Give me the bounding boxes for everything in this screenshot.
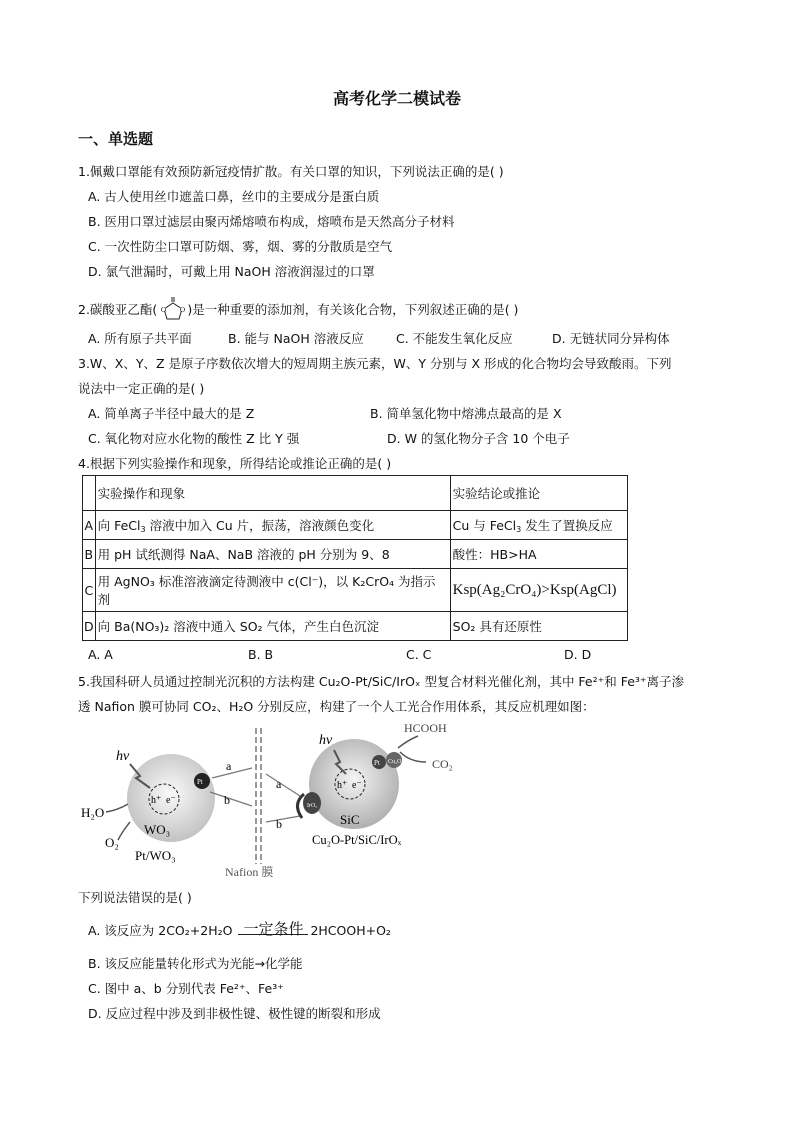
q3-option-c: C. 氧化物对应水化物的酸性 Z 比 Y 强 — [88, 431, 300, 446]
svg-text:O: O — [180, 306, 186, 314]
q4-option-c: C. C — [406, 647, 432, 662]
arrow-a-right — [266, 774, 300, 796]
op-sub-a: 3 — [140, 525, 146, 534]
irox-cycle-arrow — [297, 794, 304, 818]
row-conclusion — [450, 511, 627, 540]
label-b-right: b — [276, 817, 282, 831]
q5-option-b: B. 该反应能量转化形式为光能→化学能 — [88, 956, 303, 971]
con-text-a2: 发生了置换反应 — [521, 518, 613, 533]
q4-option-d: D. D — [564, 647, 592, 662]
electron-label-2: e⁻ — [352, 780, 362, 791]
arrow-b-left — [210, 792, 252, 806]
reaction-condition — [238, 920, 308, 938]
row-label: A — [83, 511, 96, 540]
q5-option-a-post: 2HCOOH+O₂ — [310, 923, 391, 938]
q5-option-a-pre: A. 该反应为 2CO₂+2H₂O — [88, 923, 233, 938]
row-label: C — [83, 569, 96, 612]
con-sub-a: 3 — [516, 525, 522, 534]
svg-text:O: O — [161, 306, 167, 314]
o2-label: O₂ — [105, 835, 119, 850]
row-conclusion: 酸性：HB>HA — [450, 540, 627, 569]
section-heading: 一、单选题 — [78, 130, 154, 148]
sic-label: SiC — [340, 812, 360, 827]
q1-stem: 1.佩戴口罩能有效预防新冠疫情扩散。有关口罩的知识，下列说法正确的是( ) — [78, 164, 504, 179]
hcooh-label: HCOOH — [404, 721, 447, 735]
q2-stem-pre: 2.碳酸亚乙酯( — [78, 302, 158, 317]
q5-stem-line2: 透 Nafion 膜可协同 CO₂、H₂O 分别反应，构建了一个人工光合作用体系，其反应机理如图： — [78, 699, 595, 714]
con-text-a1: Cu 与 FeCl — [452, 518, 517, 533]
q2-option-b: B. 能与 NaOH 溶液反应 — [228, 331, 364, 346]
q5-stem-line1: 5.我国科研人员通过控制光沉积的方法构建 Cu₂O-Pt/SiC/IrOₓ 型复合材料光催化剂，其中 Fe²⁺和 Fe³⁺离子渗 — [78, 674, 685, 689]
row-conclusion: Ksp(Ag₂CrO₄)>Ksp(AgCl) — [450, 569, 627, 612]
header-conclusion: 实验结论或推论 — [450, 476, 627, 511]
hole-label: h⁺ — [151, 795, 162, 806]
catalyst-label: Cu₂O-Pt/SiC/IrOₓ — [312, 833, 402, 847]
q2-stem — [78, 296, 518, 322]
q4-stem: 4.根据下列实验操作和现象，所得结论或推论正确的是( ) — [78, 456, 392, 471]
row-operation: 向 Ba(NO₃)₂ 溶液中通入 SO₂ 气体，产生白色沉淀 — [95, 612, 450, 641]
wo3-label: WO₃ — [144, 822, 171, 837]
h2o-label: H₂O — [81, 805, 105, 820]
experiment-table — [82, 475, 628, 641]
q3-option-a: A. 简单离子半径中最大的是 Z — [88, 406, 255, 421]
hcooh-arrow — [398, 736, 418, 748]
condition-text: 一定条件 — [243, 920, 304, 938]
arrow-b-right — [266, 816, 300, 822]
row-label: B — [83, 540, 96, 569]
q2-stem-post: )是一种重要的添加剂，有关该化合物，下列叙述正确的是( ) — [187, 302, 519, 317]
q2-option-a: A. 所有原子共平面 — [88, 331, 192, 346]
pt-wo3-label: Pt/WO₃ — [135, 848, 176, 863]
arrow-a-left — [212, 768, 252, 778]
table-row — [83, 612, 628, 641]
q2-option-d: D. 无链状同分异构体 — [552, 331, 670, 346]
table-row — [83, 540, 628, 569]
op-text-a1: 向 FeCl — [97, 518, 141, 533]
hv-label: hv — [116, 749, 130, 764]
table-header-row — [83, 476, 628, 511]
table-row — [83, 569, 628, 612]
q1-option-b: B. 医用口罩过滤层由聚丙烯熔喷布构成，熔喷布是天然高分子材料 — [88, 214, 455, 229]
o2-arrow — [118, 822, 130, 840]
q4-option-b: B. B — [248, 647, 274, 662]
q3-option-d: D. W 的氢化物分子含 10 个电子 — [387, 431, 570, 446]
row-label: D — [83, 612, 96, 641]
label-a-left: a — [226, 759, 232, 773]
co2-arrow — [400, 752, 426, 762]
q3-stem-line2: 说法中一定正确的是( ) — [78, 381, 205, 396]
q3-stem-line1: 3.W、X、Y、Z 是原子序数依次增大的短周期主族元素，W、Y 分别与 X 形成的化合物均会导致酸雨。下列 — [78, 356, 672, 371]
ethylene-carbonate-structure-icon — [157, 296, 187, 322]
q1-option-a: A. 古人使用丝巾遮盖口鼻，丝巾的主要成分是蛋白质 — [88, 189, 380, 204]
reaction-mechanism-diagram — [78, 718, 478, 884]
row-operation: 用 pH 试纸测得 NaA、NaB 溶液的 pH 分别为 9、8 — [95, 540, 450, 569]
header-operation: 实验操作和现象 — [95, 476, 450, 511]
op-text-a2: 溶液中加入 Cu 片，振荡，溶液颜色变化 — [145, 518, 375, 533]
q1-option-c: C. 一次性防尘口罩可防烟、雾，烟、雾的分散质是空气 — [88, 239, 393, 254]
h2o-arrow — [106, 804, 128, 812]
row-operation: 用 AgNO₃ 标准溶液滴定待测液中 c(Cl⁻)，以 K₂CrO₄ 为指示剂 — [95, 569, 450, 612]
q3-option-b: B. 简单氢化物中熔沸点最高的是 X — [370, 406, 562, 421]
q5-sub-stem: 下列说法错误的是( ) — [78, 890, 192, 905]
irox-label: IrOₓ — [307, 803, 318, 809]
q5-option-d: D. 反应过程中涉及到非极性键、极性键的断裂和形成 — [88, 1006, 381, 1021]
q5-option-a — [88, 921, 391, 939]
page-title: 高考化学二模试卷 — [332, 89, 461, 108]
row-operation — [95, 511, 450, 540]
q1-option-d: D. 氯气泄漏时，可戴上用 NaOH 溶液润湿过的口罩 — [88, 264, 375, 279]
label-b-left: b — [224, 793, 230, 807]
q4-option-a: A. A — [88, 647, 113, 662]
electron-label: e⁻ — [166, 795, 176, 806]
hv-label-2: hv — [319, 733, 333, 748]
cu2o-label: Cu₂O — [388, 759, 402, 765]
q5-option-c: C. 图中 a、b 分别代表 Fe²⁺、Fe³⁺ — [88, 981, 284, 996]
q2-option-c: C. 不能发生氧化反应 — [396, 331, 513, 346]
hole-label-2: h⁺ — [337, 780, 348, 791]
pt-label-2: Pt — [374, 759, 380, 767]
pt-label: Pt — [197, 778, 203, 786]
label-a-right: a — [276, 777, 282, 791]
co2-label: CO₂ — [432, 757, 453, 771]
table-row — [83, 511, 628, 540]
row-conclusion: SO₂ 具有还原性 — [450, 612, 627, 641]
nafion-label: Nafion 膜 — [225, 865, 274, 879]
